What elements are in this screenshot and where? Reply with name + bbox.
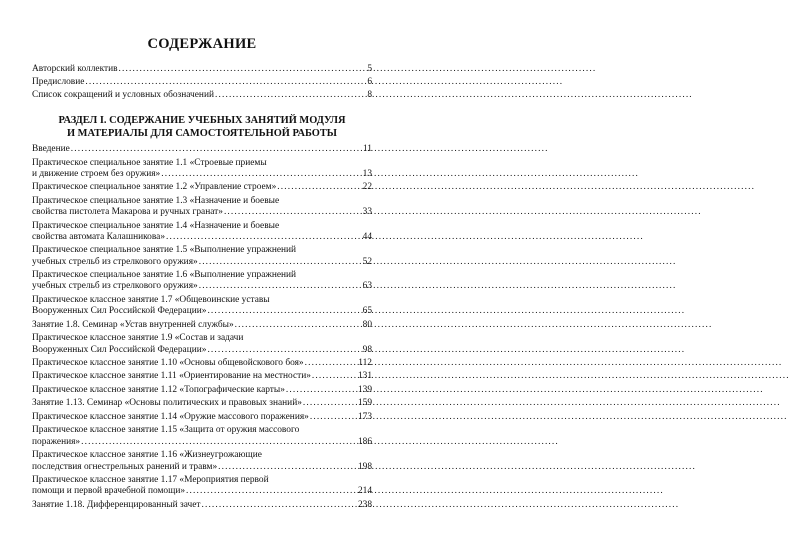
toc-entry[interactable] [32,475,372,498]
toc-entry[interactable] [32,371,372,382]
toc-leader-dots [310,412,357,423]
toc-leader-dots [161,169,361,180]
toc-entry-page: 238 [357,499,372,510]
toc-entry[interactable] [32,425,372,448]
toc-entry-text: Практическое классное занятие 1.10 «Основы общевойскового боя» [32,358,304,368]
toc-entry[interactable] [32,64,372,75]
section-title [32,115,372,140]
toc-entry[interactable] [32,385,372,396]
toc-leader-dots [85,77,366,88]
toc-entry-text: и движение строем без оружия» [32,168,161,179]
toc-entry-text: Введение [32,144,70,155]
toc-leader-dots [207,306,361,317]
toc-page [32,36,372,511]
toc-entry-text: помощи и первой врачебной помощи» [32,486,186,497]
section-title-line: РАЗДЕЛ I. СОДЕРЖАНИЕ УЧЕБНЫХ ЗАНЯТИЙ МОДУЛЯ [58,115,346,127]
toc-entry[interactable] [32,333,372,356]
toc-entry-text: Практическое специальное занятие 1.1 «Строевые приемы [32,157,267,168]
toc-entries [32,144,372,511]
toc-entry-text: Практическое классное занятие 1.15 «Защита от оружия массового [32,425,300,436]
toc-entry[interactable] [32,295,372,318]
toc-entry-text: свойства пистолета Макарова и ручных гранат» [32,207,223,218]
toc-entry-page: 173 [357,411,372,422]
toc-entry-text: Практическое классное занятие 1.9 «Состав и задачи [32,333,244,344]
toc-front-matter [32,64,372,101]
toc-entry[interactable] [32,144,372,155]
toc-entry-page: 65 [362,306,372,317]
toc-title: СОДЕРЖАНИЕ [147,36,257,52]
toc-entry-text: Практическое специальное занятие 1.4 «Назначение и боевые [32,220,280,231]
toc-leader-dots [312,371,357,382]
toc-leader-dots [71,144,362,155]
toc-entry-text: Вооруженных Сил Российской Федерации» [32,306,207,317]
toc-entry-page: 159 [357,398,372,409]
toc-entry[interactable] [32,77,372,88]
toc-entry[interactable] [32,158,372,181]
toc-entry-text: Практическое классное занятие 1.11 «Ориентирование на местности» [32,371,311,382]
toc-entry-text: Практическое классное занятие 1.14 «Оружие массового поражения» [32,411,309,422]
toc-entry-page: 214 [357,486,372,497]
toc-leader-dots [303,398,357,409]
toc-leader-dots [218,462,357,473]
toc-entry-page: 33 [362,207,372,218]
toc-leader-dots [286,385,357,396]
toc-entry-page: 98 [362,344,372,355]
toc-entry-page: 13 [362,168,372,179]
toc-entry-text: Авторский коллектив [32,64,118,74]
toc-entry-text: Практическое специальное занятие 1.5 «Выполнение упражнений [32,245,297,256]
toc-entry-text: учебных стрельб из стрелкового оружия» [32,281,198,292]
toc-entry-page: 198 [357,461,372,472]
toc-leader-dots [305,358,358,369]
toc-entry-text: Практическое классное занятие 1.16 «Жизнеугрожающие [32,450,262,461]
toc-entry-page: 11 [362,144,372,155]
toc-entry[interactable] [32,320,372,331]
toc-leader-dots [201,500,356,511]
toc-entry-page: 112 [358,358,372,368]
toc-entry-text: Практическое классное занятие 1.17 «Мероприятия первой [32,474,269,485]
toc-leader-dots [166,232,362,243]
toc-entry[interactable] [32,450,372,473]
toc-entry-text: Занятие 1.13. Семинар «Основы политических и правовых знаний» [32,398,302,409]
toc-entry[interactable] [32,270,372,293]
toc-entry-text: Практическое специальное занятие 1.3 «Назначение и боевые [32,195,280,206]
toc-entry-text: Предисловие [32,76,85,87]
toc-entry-text: последствия огнестрельных ранений и травм» [32,461,218,472]
toc-entry-page: 44 [362,231,372,242]
section-title-line: И МАТЕРИАЛЫ ДЛЯ САМОСТОЯТЕЛЬНОЙ РАБОТЫ [67,127,337,139]
toc-entry-page: 52 [362,256,372,267]
toc-entry-text: Список сокращений и условных обозначений [32,89,214,100]
toc-entry-text: поражения» [32,436,81,447]
toc-entry-text: Практическое классное занятие 1.7 «Общевоинские уставы [32,294,270,305]
toc-entry[interactable] [32,412,372,423]
toc-entry-text: Занятие 1.8. Семинар «Устав внутренней службы» [32,319,234,330]
toc-entry[interactable] [32,196,372,219]
toc-leader-dots [199,281,362,292]
toc-leader-dots [207,345,361,356]
toc-entry-page: 6 [367,76,372,87]
toc-leader-dots [235,320,362,331]
toc-entry-text: Вооруженных Сил Российской Федерации» [32,344,207,355]
toc-entry-page: 80 [362,319,372,330]
toc-entry-page: 186 [357,436,372,447]
toc-entry-text: Практическое классное занятие 1.12 «Топографические карты» [32,384,285,395]
toc-leader-dots [199,257,362,268]
toc-entry-page: 8 [367,89,372,100]
toc-leader-dots [119,64,367,75]
toc-entry-text: Практическое специальное занятие 1.6 «Выполнение упражнений [32,270,297,281]
toc-leader-dots [277,182,361,193]
toc-entry-text: свойства автомата Калашникова» [32,231,166,242]
toc-leader-dots [215,90,366,101]
toc-entry-text: учебных стрельб из стрелкового оружия» [32,256,198,267]
toc-leader-dots [186,486,357,497]
toc-entry[interactable] [32,221,372,244]
toc-entry-page: 63 [362,281,372,292]
toc-leader-dots [81,437,357,448]
toc-entry[interactable] [32,358,372,369]
toc-entry-page: 139 [357,384,372,395]
toc-entry[interactable] [32,182,372,193]
toc-entry[interactable] [32,500,372,511]
toc-entry-page: 131 [357,371,372,382]
toc-entry[interactable] [32,90,372,101]
toc-entry-text: Практическое специальное занятие 1.2 «Управление строем» [32,182,277,193]
toc-entry[interactable] [32,245,372,268]
toc-entry-page: 22 [362,182,372,193]
toc-entry-text: Занятие 1.18. Дифференцированный зачет [32,499,201,510]
toc-entry[interactable] [32,398,372,409]
toc-entry-page: 5 [367,64,372,74]
toc-leader-dots [224,207,362,218]
